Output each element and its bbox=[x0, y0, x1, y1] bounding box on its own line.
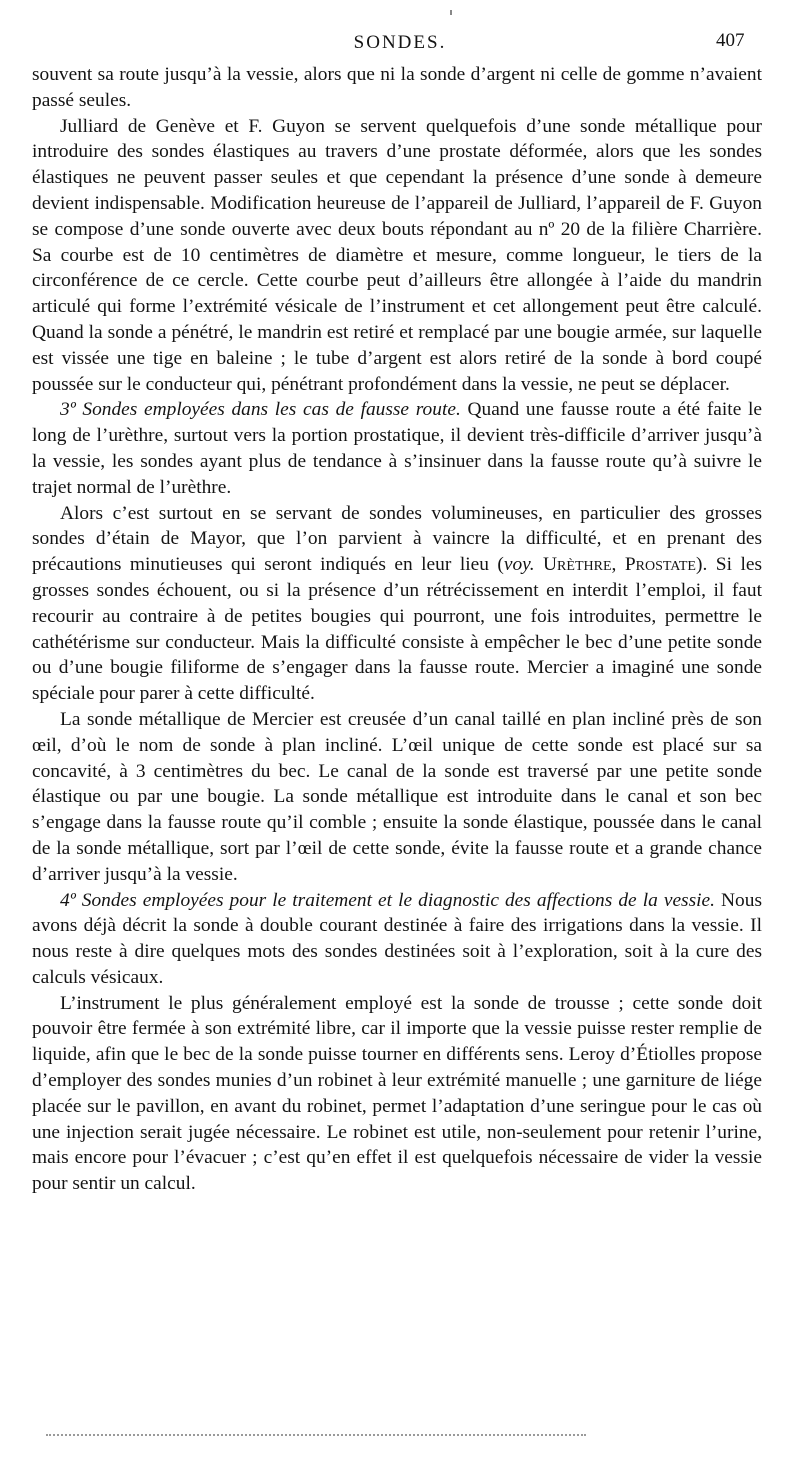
paragraph-fausse-route bbox=[32, 397, 762, 500]
running-head: SONDES. bbox=[353, 32, 447, 53]
paragraph-sonde-de-trousse: L’instrument le plus généralement employé est la sonde de trousse ; cette sonde doit pouvoir être fermée à son extrémité libre, car il importe que la vessie puisse rester remplie de liquide, afin que le bec de la sonde puisse tourner en différents sens. Leroy d’Étiolles propose d’employer des sondes munies d’un robinet à leur extrémité manuelle ; une garniture de liége placée sur le pavillon, en avant du robinet, permet l’adaptation d’une seringue pour le cas où une injection serait jugée nécessaire. Le robinet est utile, non-seulement pour retenir l’urine, mais encore pour l’évacuer ; c’est qu’en effet il est quelquefois nécessaire de vider la vessie pour sentir un calcul. bbox=[32, 992, 762, 1195]
paragraph-text: Alors c’est surtout en se servant de sondes volumineuses, en particulier des grosses sondes d’étain de Mayor, que l’on parvient à vaincre la difficulté, et en prenant des précautions minutieuses qui seront indiqués en leur lieu ( bbox=[32, 502, 762, 576]
section-heading-4: 4º Sondes employées pour le traitement et le diagnostic des affections de la vessie. bbox=[60, 889, 715, 911]
body-text bbox=[32, 62, 762, 1197]
scan-mark bbox=[450, 10, 452, 15]
cross-reference-urethre: Urèthre bbox=[543, 554, 612, 576]
paragraph-continuation: souvent sa route jusqu’à la vessie, alors que ni la sonde d’argent ni celle de gomme n’avaient passé seules. bbox=[32, 64, 762, 111]
paragraph-text: Nous avons déjà décrit la sonde à double courant destinée à faire des irrigations dans la vessie. Il nous reste à dire quelques mots des sondes destinées soit à l’exploration, soit à la cure des calculs vésicaux. bbox=[32, 889, 762, 988]
paragraph-text: Quand une fausse route a été faite le long de l’urèthre, surtout vers la portion prostatique, il devient très-difficile d’arriver jusqu’à la vessie, les sondes ayant plus de tendance à s’insinuer dans la fausse route qu’à suivre le trajet normal de l’urèthre. bbox=[32, 399, 762, 498]
page-number: 407 bbox=[716, 30, 745, 51]
section-heading-3: 3º Sondes employées dans les cas de fausse route. bbox=[60, 399, 461, 421]
paragraph-grosses-sondes bbox=[32, 501, 762, 707]
paragraph-text: ). Si les grosses sondes échouent, ou si la présence d’un rétrécissement en interdit l’emploi, il faut recourir au contraire à de petites bougies qui pourront, une fois introduites, permettre le cathétérisme sur conducteur. Mais la difficulté consiste à empêcher le bec d’une petite sonde ou d’une bougie filiforme de s’engager dans la fausse route. Mercier a imaginé une sonde spéciale pour parer à cette difficulté. bbox=[32, 554, 762, 705]
cross-reference-voy: voy. bbox=[503, 554, 535, 576]
paragraph-sonde-mercier: La sonde métallique de Mercier est creusée d’un canal taillé en plan incliné près de son œil, d’où le nom de sonde à plan incliné. L’œil unique de cette sonde est placé sur sa concavité, à 3 centimètres du bec. Le canal de la sonde est traversé par une petite sonde élastique ou par une bougie. La sonde métallique est introduite dans le canal et son bec s’engage dans la fausse route qu’il comble ; ensuite la sonde élastique, poussée dans le canal de la sonde métallique, sort par l’œil de cette sonde, évite la fausse route et a grande chance d’arriver jusqu’à la vessie. bbox=[32, 708, 762, 885]
footer-bleed-line bbox=[46, 1434, 586, 1436]
paragraph-guyon-sonde: Julliard de Genève et F. Guyon se servent quelquefois d’une sonde métallique pour introduire des sondes élastiques au travers d’une prostate déformée, alors que les sondes élastiques ne peuvent passer seules et que cependant la présence d’une sonde à demeure devient indispensable. Modification heureuse de l’appareil de Julliard, l’appareil de F. Guyon se compose d’une sonde ouverte avec deux bouts répondant au nº 20 de la filière Charrière. Sa courbe est de 10 centimètres de diamètre et mesure, comme longueur, le tiers de la circonférence de ce cercle. Cette courbe peut d’ailleurs être allongée à l’aide du mandrin articulé qui forme l’extrémité vésicale de l’instrument et cet allongement peut être calculé. Quand la sonde a pénétré, le mandrin est retiré et remplacé par une bougie armée, sur laquelle est vissée une tige en baleine ; le tube d’argent est alors retiré de la sonde à bord coupé poussée sur le conducteur qui, pénétrant profondément dans la vessie, ne peut se déplacer. bbox=[32, 115, 762, 395]
reference-separator: , bbox=[611, 554, 625, 576]
paragraph-traitement-vessie bbox=[32, 888, 762, 991]
cross-reference-prostate: Prostate bbox=[624, 554, 696, 576]
